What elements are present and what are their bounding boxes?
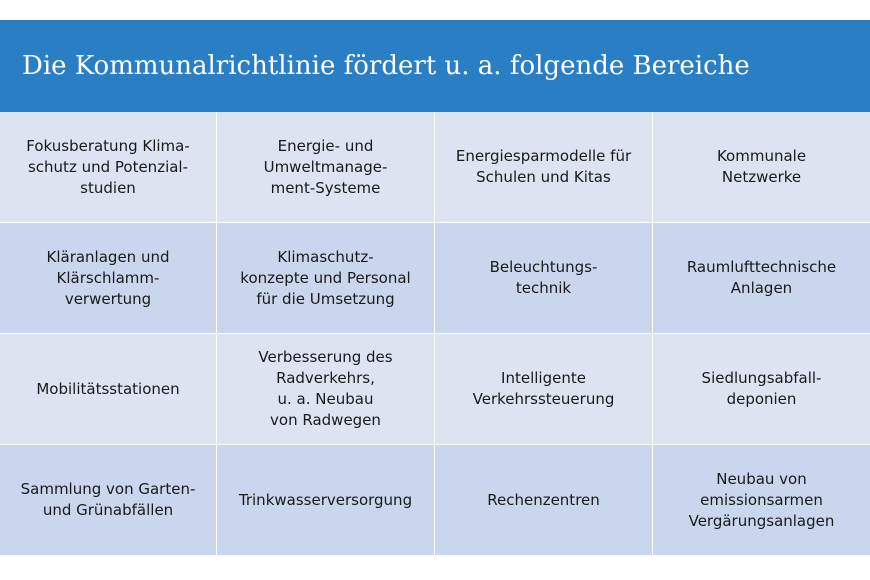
area-cell: [653, 112, 870, 223]
area-label: Trinkwasserversorgung: [238, 490, 413, 509]
area-cell: [217, 334, 435, 445]
area-label: Raumlufttechnische Anlagen: [686, 258, 837, 297]
area-cell: [0, 445, 217, 556]
area-cell: [653, 223, 870, 334]
area-cell: [217, 223, 435, 334]
area-cell: [0, 334, 217, 445]
area-cell: [0, 223, 217, 334]
area-label: Intelligente Verkehrssteuerung: [472, 369, 615, 408]
area-label: Beleuchtungs- technik: [489, 258, 598, 297]
area-cell: [217, 445, 435, 556]
area-label: Kläranlagen und Klärschlamm- verwertung: [46, 247, 170, 308]
area-cell: [435, 223, 653, 334]
table-title: Die Kommunalrichtlinie fördert u. a. folgende Bereiche: [22, 51, 750, 81]
area-label: Mobilitätsstationen: [36, 379, 180, 398]
funding-areas-table: [0, 20, 870, 556]
area-label: Verbesserung des Radverkehrs, u. a. Neubau von Radwegen: [258, 348, 393, 429]
area-label: Kommunale Netzwerke: [716, 147, 807, 186]
area-label: Energiesparmodelle für Schulen und Kitas: [455, 147, 632, 186]
areas-grid: [0, 112, 870, 556]
table-header: [0, 20, 870, 112]
area-cell: [653, 445, 870, 556]
area-cell: [217, 112, 435, 223]
area-label: Fokusberatung Klima- schutz und Potenzial- studien: [26, 136, 190, 197]
area-cell: [435, 112, 653, 223]
area-cell: [653, 334, 870, 445]
area-label: Neubau von emissionsarmen Vergärungsanlagen: [688, 469, 835, 530]
area-cell: [435, 445, 653, 556]
area-label: Siedlungsabfall- deponien: [701, 369, 822, 408]
area-label: Sammlung von Garten- und Grünabfällen: [20, 480, 196, 519]
area-cell: [435, 334, 653, 445]
area-label: Energie- und Umweltmanage- ment-Systeme: [263, 136, 388, 197]
area-cell: [0, 112, 217, 223]
area-label: Rechenzentren: [487, 490, 600, 509]
area-label: Klimaschutz- konzepte und Personal für die Umsetzung: [240, 247, 411, 308]
